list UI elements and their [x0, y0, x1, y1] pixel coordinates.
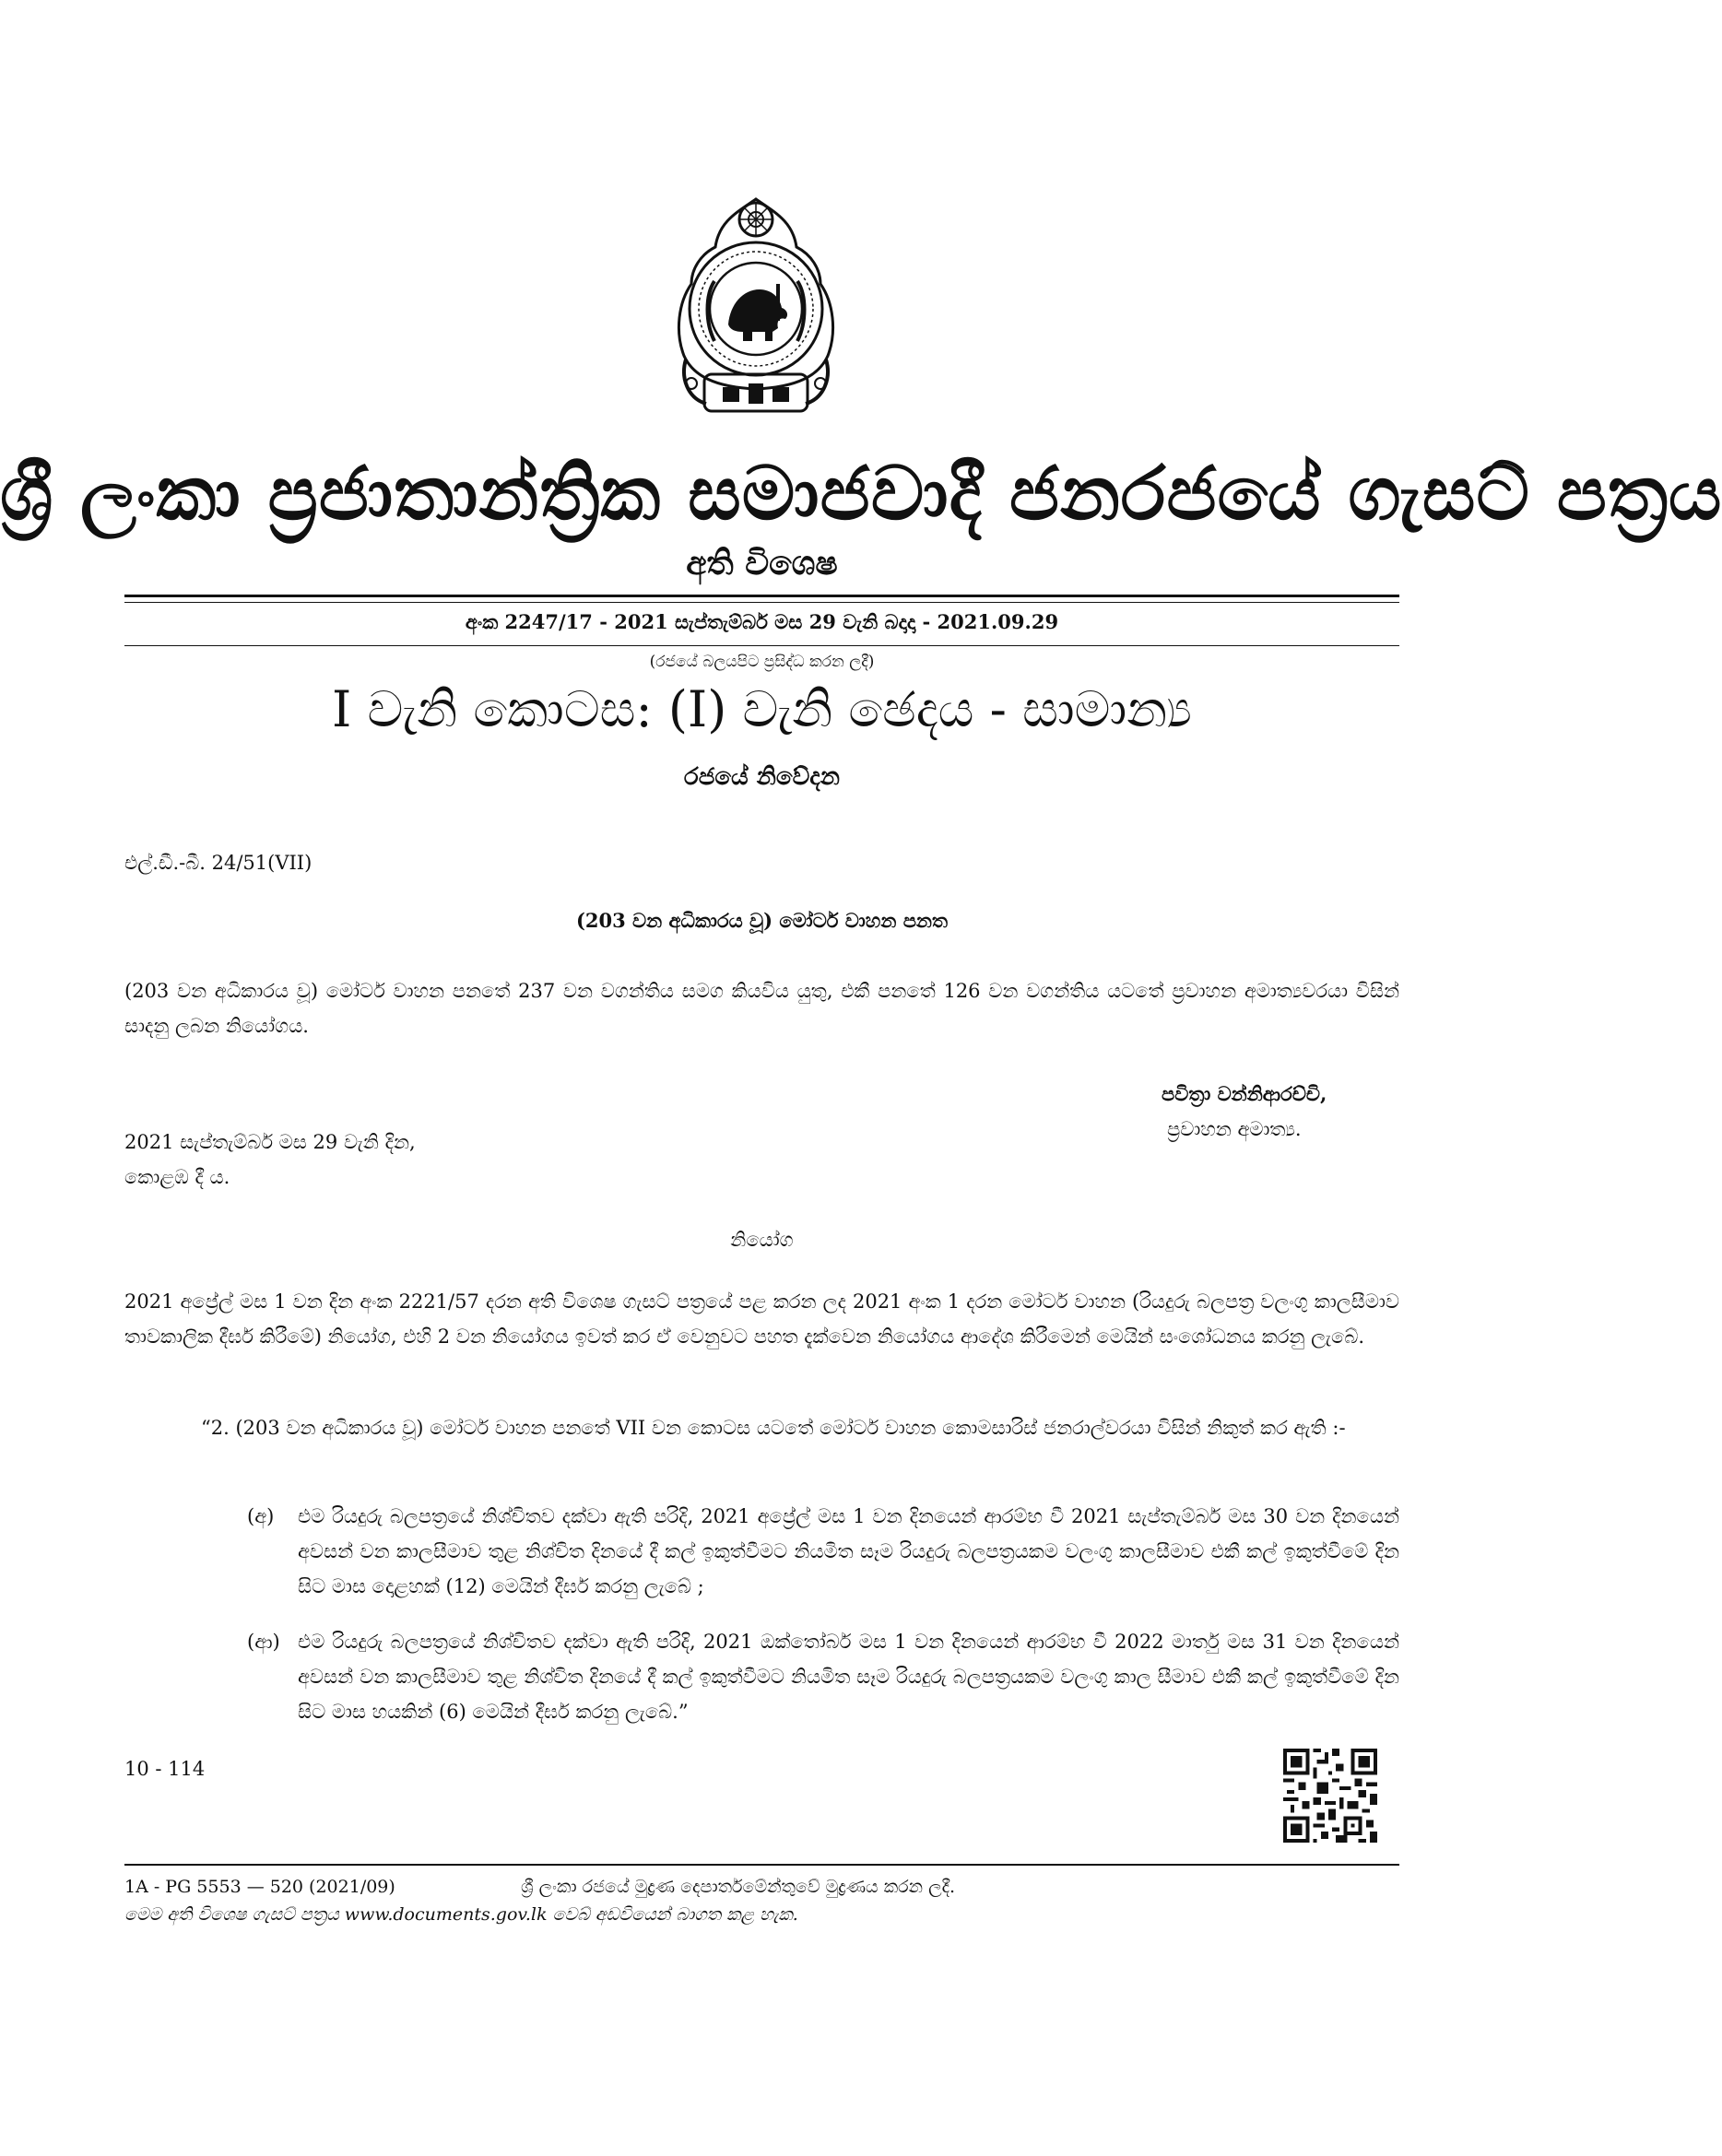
part-title: I වැනි කොටස: (I) වැනි ඡෙදය - සාමාන්‍ය: [332, 680, 1192, 738]
notice-intro: (203 වන අධිකාරය වූ) මෝටර් වාහන පනතේ 237 වන වගන්තිය සමග කියවිය යුතු, එකී පනතේ 126 වන වගන්තිය යටතේ ප්‍රවාහන අමාත්‍යවරයා විසින් සාදනු ලබන නියෝගය.: [124, 980, 1399, 1037]
date-place-block: [124, 1125, 416, 1195]
regulation-paragraph: “2. (203 වන අධිකාරය වූ) මෝටර් වාහන පනතේ VII වන කොටස යටතේ මෝටර් වාහන කොමසාරිස් ජනරාල්වරයා විසින් නිකුත් කර ඇති :-: [201, 1417, 1346, 1439]
qr-code-icon: [1283, 1749, 1377, 1843]
state-emblem-icon: [664, 194, 848, 419]
signatory-name: පවිත්‍රා වන්නිආරච්චි,: [1162, 1082, 1327, 1105]
notice-date: 2021 සැප්තැම්බර් මස 29 වැනි දින,: [124, 1131, 416, 1153]
reference-number: එල්.ඩී.-බී. 24/51(VII): [124, 852, 313, 874]
regulation-item: [247, 1499, 1399, 1604]
regulation-item: [247, 1624, 1399, 1729]
regulation-paragraph: 2021 අප්‍රේල් මස 1 වන දින අංක 2221/57 දරන අති විශෙෂ ගැසට් පත්‍රයේ පළ කරන ලද 2021 අංක 1 දරන මෝටර් වාහන (රියදුරු බලපත්‍ර වලංගු කාලසීමාව තාවකාලික දීර්ඝ කිරීමේ) නියෝග, එහි 2 වන නියෝගය ඉවත් කර ඒ වෙනුවට පහත දැක්වෙන නියෝගය ආදේශ කිරීමෙන් මෙයින් සංශෝධනය කරනු ලැබේ.: [124, 1290, 1399, 1348]
issue-line: අංක 2247/17 - 2021 සැප්තැම්බර් මස 29 වැනි බදාදා - 2021.09.29: [465, 610, 1059, 633]
item-text: එම රියදුරු බලපත්‍රයේ නිශ්චිතව දක්වා ඇති පරිදි, 2021 අප්‍රේල් මස 1 වන දිනයෙන් ආරම්භ වී 2021 සැප්තැම්බර් මස 30 වන දිනයෙන් අවසන් වන කාලසීමාව තුළ නිශ්චිත දිනයේ දී කල් ඉකුත්වීමට නියමිත සෑම රියදුරු බලපත්‍රයකම වලංගු කාලසීමාව එකී කල් ඉකුත්වීමේ දින සිට මාස දොළහක් (12) මෙයින් දීර්ඝ කරනු ලැබේ ;: [298, 1505, 1399, 1597]
divider: [124, 602, 1399, 603]
footer-divider: [124, 1864, 1399, 1866]
page-code: 10 - 114: [124, 1758, 206, 1780]
gazette-subtitle: අති විශෙෂ: [686, 544, 838, 583]
item-label: (අ): [247, 1505, 275, 1527]
print-code: 1A - PG 5553 — 520 (2021/09): [124, 1877, 395, 1897]
footer-print-line: [124, 1877, 956, 1897]
section-title: රජයේ නිවේදන: [684, 763, 840, 791]
item-label: (ආ): [247, 1631, 280, 1653]
divider: [124, 645, 1399, 646]
gazette-title: ශ්‍රී ලංකා ප්‍රජාතාන්ත්‍රික සමාජවාදී ජනරජයේ ගැසට් පත්‍රය: [0, 450, 1722, 536]
item-text: එම රියදුරු බලපත්‍රයේ නිශ්චිතව දක්වා ඇති පරිදි, 2021 ඔක්තෝබර් මස 1 වන දිනයෙන් ආරම්භ වී 2022 මාර්තු මස 31 වන දිනයෙන් අවසන් වන කාලසීමාව තුළ නිශ්චිත දිනයේ දී කල් ඉකුත්වීමට නියමිත සෑම රියදුරු බලපත්‍රයකම වලංගු කාල සීමාව එකී කල් ඉකුත්වීමේ දින සිට මාස හයකින් (6) මෙයින් දීර්ඝ කරනු ලැබේ.”: [298, 1631, 1399, 1723]
signatory-title: ප්‍රවාහන අමාත්‍ය.: [1167, 1118, 1302, 1140]
divider: [124, 595, 1399, 597]
regulations-heading: නියෝග: [730, 1229, 794, 1251]
download-note: මෙම අති විශෙෂ ගැසට් පත්‍රය www.documents.gov.lk වෙබ් අඩවියෙන් බාගත කළ හැක.: [124, 1904, 798, 1925]
signatory-block: [1162, 1077, 1327, 1147]
publication-authority: (රජයේ බලයපිට ප්‍රසිද්ධ කරන ලදී): [649, 653, 875, 671]
printer-note: ශ්‍රී ලංකා රජයේ මුද්‍රණ දෙපාර්තමේන්තුවේ මුද්‍රණය කරන ලදී.: [521, 1877, 956, 1897]
notice-heading: (203 වන අධිකාරය වූ) මෝටර් වාහන පනත: [575, 909, 949, 932]
notice-place: කොළඹ දී ය.: [124, 1166, 230, 1188]
